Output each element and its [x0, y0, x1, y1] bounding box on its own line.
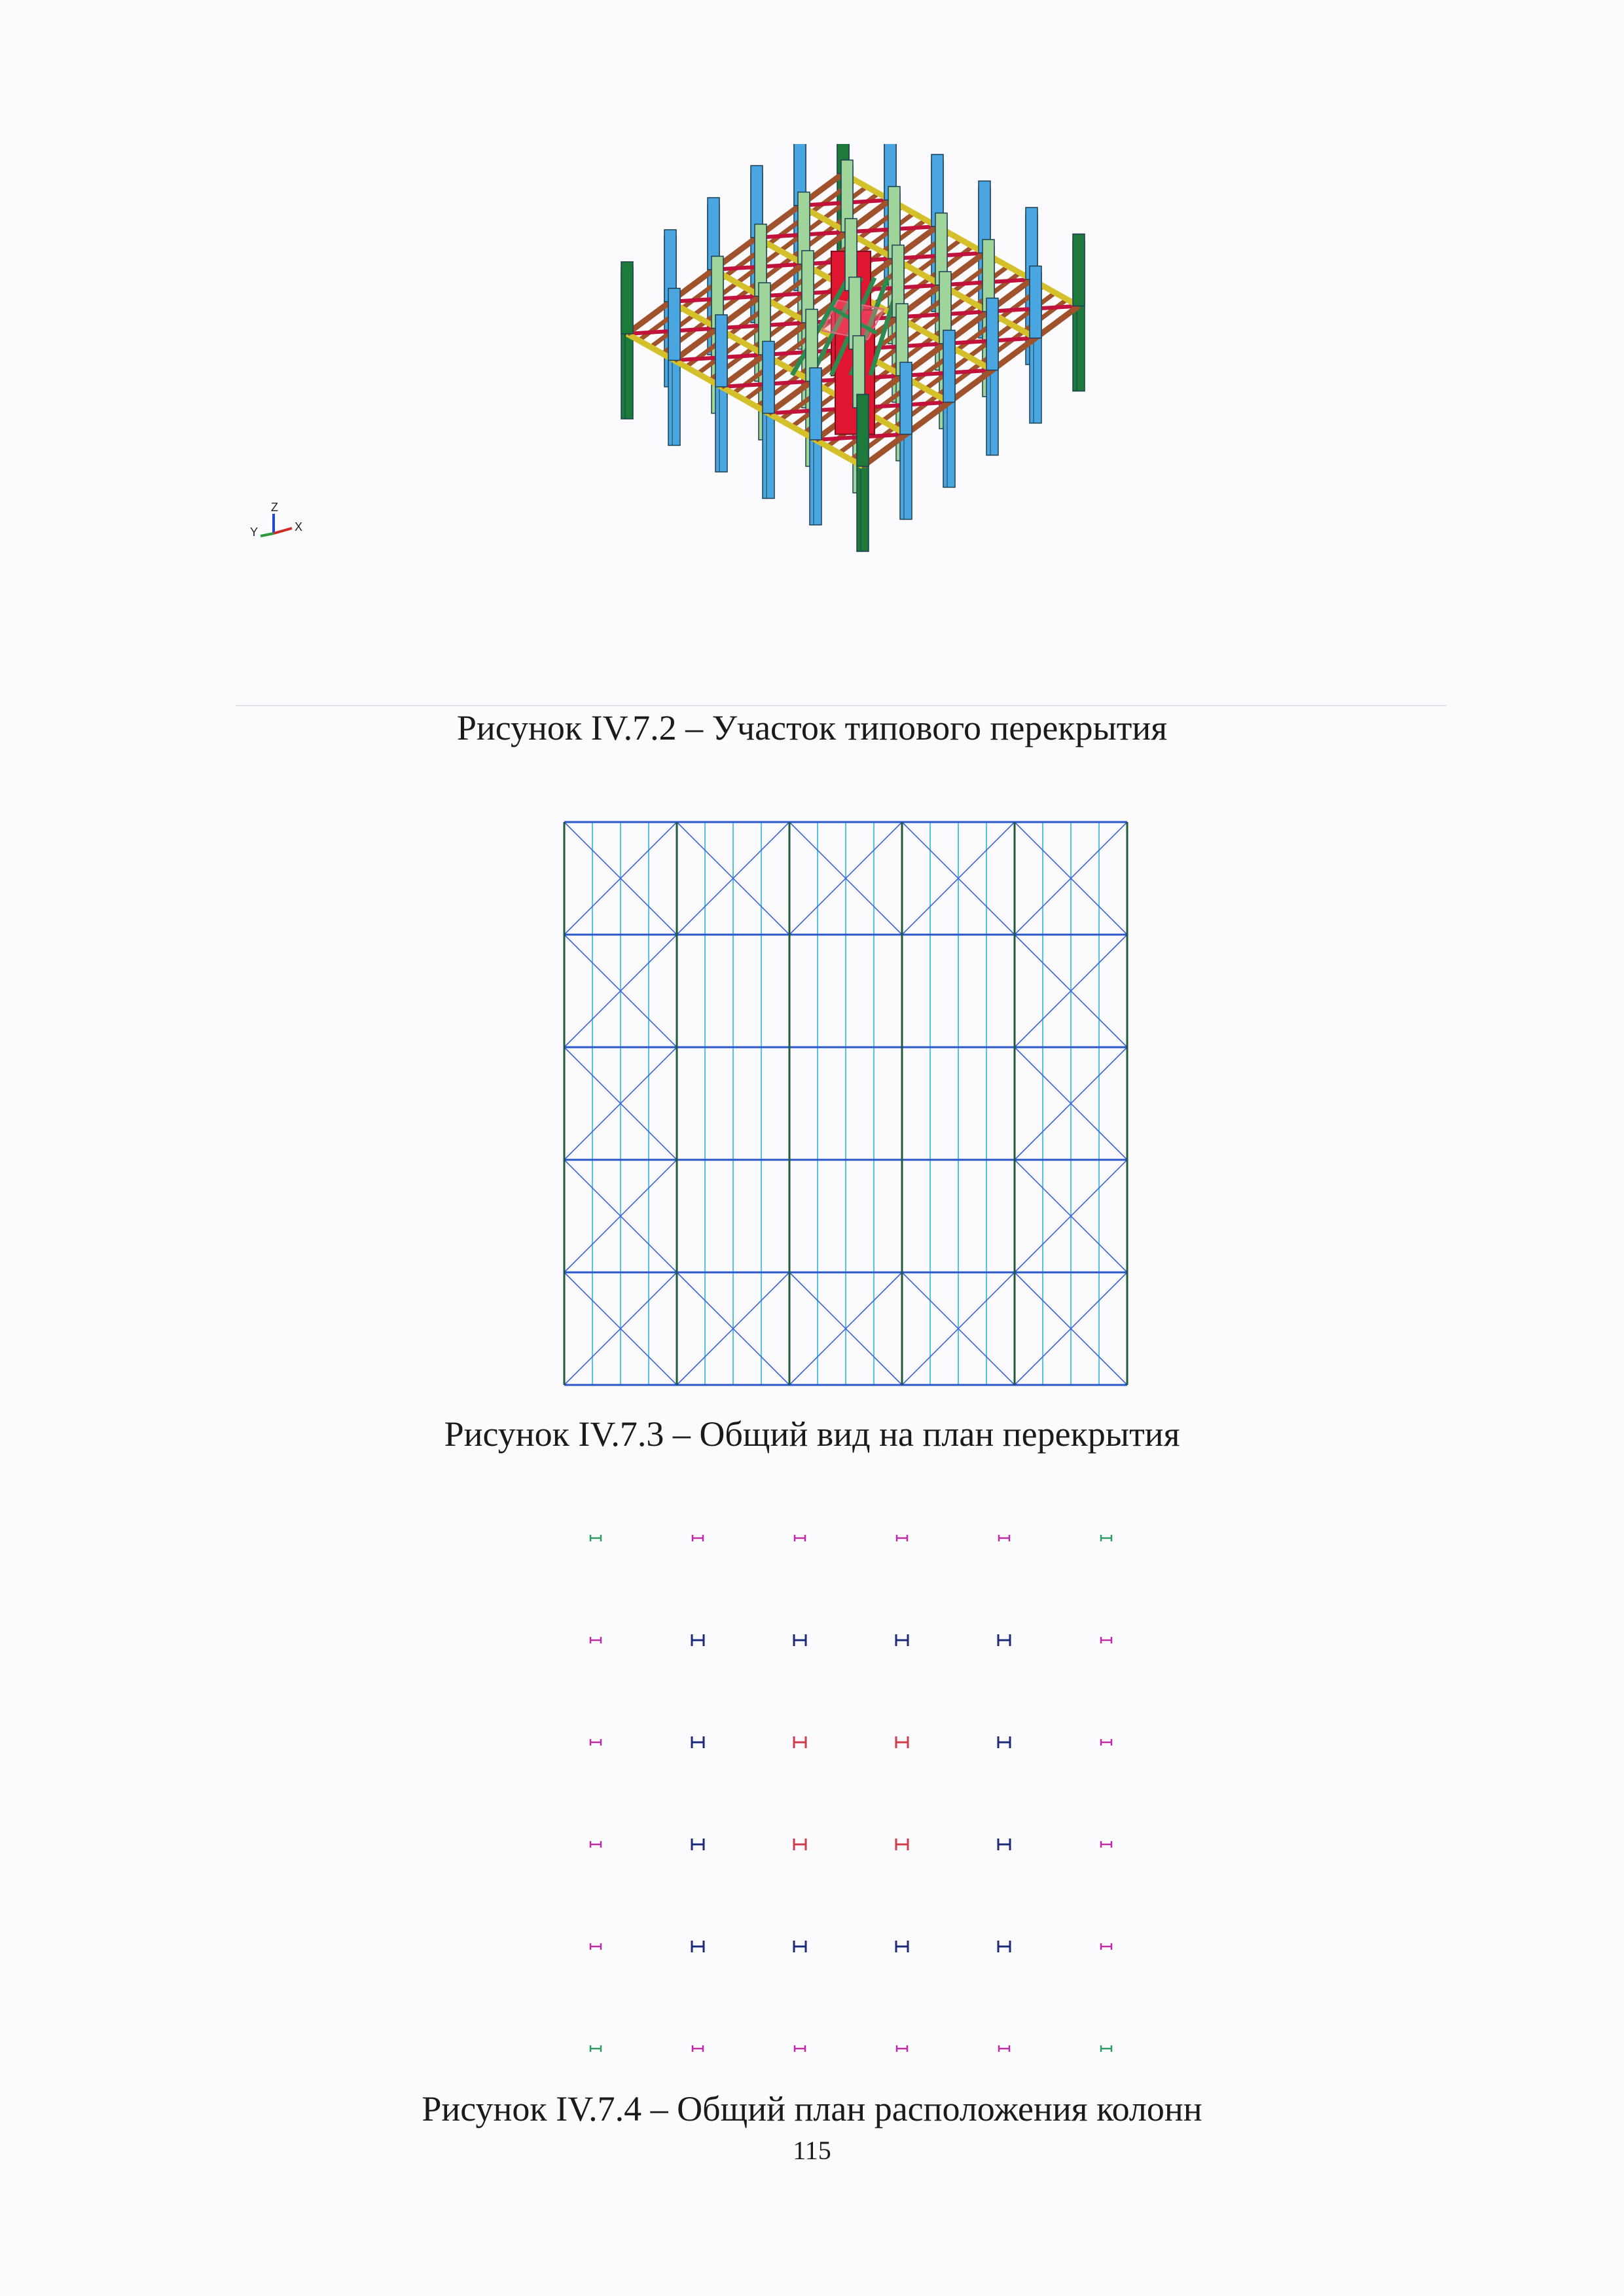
iso-column-stub [1030, 266, 1041, 338]
column-symbol-inner [794, 1941, 806, 1952]
column-symbol-corner [590, 1535, 601, 1541]
column-symbol-edge [1101, 1943, 1111, 1950]
column-symbol-edge [590, 1637, 601, 1643]
axis-label-z: Z [271, 501, 278, 514]
column-symbol-corner [1101, 1535, 1111, 1541]
iso-column-stub [810, 368, 821, 440]
column-symbol-edge [999, 2045, 1009, 2052]
figure-caption-iv-7-2: Рисунок IV.7.2 – Участок типового перекрытия [456, 708, 1168, 747]
column-symbol-inner [998, 1634, 1010, 1646]
iso-column-stub [1073, 234, 1085, 306]
iso-column-stub [900, 363, 912, 435]
column-symbol-edge [795, 2045, 805, 2052]
column-symbol-edge [590, 1739, 601, 1746]
column-symbol-inner [692, 1839, 704, 1850]
iso-column-stub [621, 262, 633, 334]
column-layout-figure [563, 1518, 1113, 2068]
floor-isometric-figure [236, 144, 1453, 720]
iso-column-stub [943, 331, 955, 403]
column-symbol-inner [692, 1941, 704, 1952]
column-symbol-inner [692, 1736, 704, 1748]
column-symbol-edge [693, 2045, 703, 2052]
column-symbol-corner [590, 2045, 601, 2052]
column-symbol-edge [897, 1535, 907, 1541]
figure-caption-iv-7-4: Рисунок IV.7.4 – Общий план расположения колонн [422, 2089, 1202, 2128]
figure-caption-iv-7-3: Рисунок IV.7.3 – Общий вид на план перекрытия [444, 1414, 1180, 1454]
axis-triad-icon [250, 501, 302, 539]
iso-column-stub [857, 395, 869, 467]
column-symbol-core [896, 1736, 908, 1748]
column-symbol-core [896, 1839, 908, 1850]
column-symbol-edge [795, 1535, 805, 1541]
column-symbol-core [794, 1736, 806, 1748]
column-symbol-edge [1101, 1637, 1111, 1643]
column-symbol-corner [1101, 2045, 1111, 2052]
column-symbol-edge [999, 1535, 1009, 1541]
axis-label-y: Y [250, 526, 259, 539]
page-number: 115 [793, 2136, 831, 2165]
floor-plan-figure [562, 819, 1130, 1388]
column-symbol-edge [1101, 1739, 1111, 1746]
iso-column-stub [715, 315, 727, 387]
column-symbol-inner [998, 1736, 1010, 1748]
column-symbol-inner [998, 1941, 1010, 1952]
column-symbol-edge [693, 1535, 703, 1541]
column-symbol-inner [794, 1634, 806, 1646]
column-symbol-inner [998, 1839, 1010, 1850]
iso-column-stub [986, 298, 998, 370]
column-symbol-inner [692, 1634, 704, 1646]
iso-column-stub [763, 342, 774, 414]
column-symbol-inner [896, 1941, 908, 1952]
iso-column-stub [668, 289, 680, 361]
column-symbol-edge [1101, 1841, 1111, 1848]
column-symbol-inner [896, 1634, 908, 1646]
column-symbol-edge [590, 1943, 601, 1950]
column-symbol-core [794, 1839, 806, 1850]
axis-label-x: X [295, 520, 303, 533]
column-symbol-edge [590, 1841, 601, 1848]
column-symbol-edge [897, 2045, 907, 2052]
